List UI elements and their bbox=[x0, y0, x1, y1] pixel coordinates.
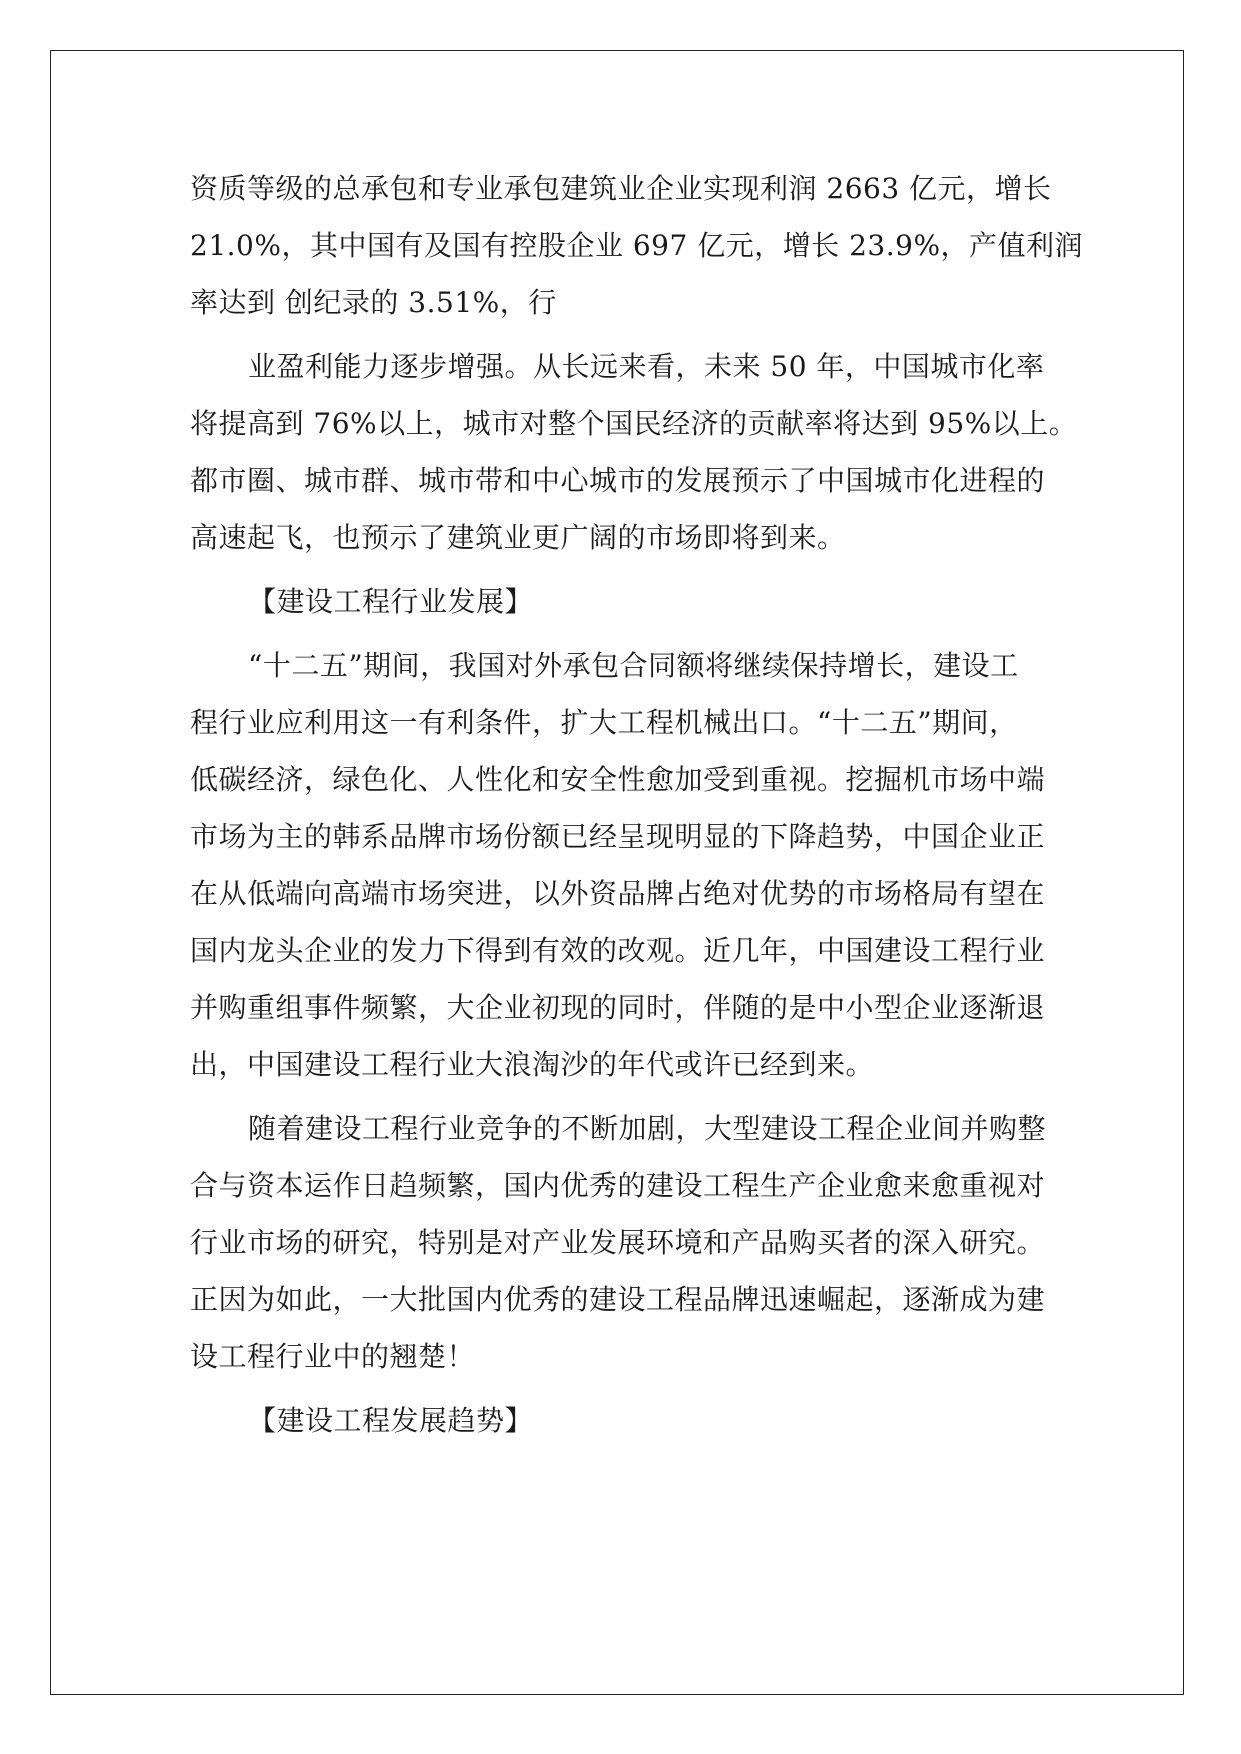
paragraph-line: 资质等级的总承包和专业承包建筑业企业实现利润 2663 亿元，增长 bbox=[190, 172, 1052, 205]
paragraph-line: 出，中国建设工程行业大浪淘沙的年代或许已经到来。 bbox=[190, 1048, 875, 1081]
paragraph-line: “十二五”期间，我国对外承包合同额将继续保持增长，建设工 bbox=[248, 649, 1019, 682]
paragraph-line: 高速起飞，也预示了建筑业更广阔的市场即将到来。 bbox=[190, 521, 846, 554]
paragraph-line: 合与资本运作日趋频繁，国内优秀的建设工程生产企业愈来愈重视对 bbox=[190, 1169, 1046, 1202]
paragraph-line: 程行业应利用这一有利条件，扩大工程机械出口。“十二五”期间， bbox=[190, 706, 1018, 739]
paragraph-line: 行业市场的研究，特别是对产业发展环境和产品购买者的深入研究。 bbox=[190, 1226, 1046, 1259]
paragraph-line: 并购重组事件频繁，大企业初现的同时，伴随的是中小型企业逐渐退 bbox=[190, 991, 1046, 1024]
document-body bbox=[190, 160, 1084, 1449]
paragraph-line: 将提高到 76%以上，城市对整个国民经济的贡献率将达到 95%以上。 bbox=[190, 407, 1078, 440]
paragraph-line: 在从低端向高端市场突进，以外资品牌占绝对优势的市场格局有望在 bbox=[190, 877, 1046, 910]
paragraph-line: 业盈利能力逐步增强。从长远来看，未来 50 年，中国城市化率 bbox=[248, 350, 1045, 383]
paragraph-line: 设工程行业中的翘楚！ bbox=[190, 1340, 476, 1373]
paragraph-line: 国内龙头企业的发力下得到有效的改观。近几年，中国建设工程行业 bbox=[190, 934, 1046, 967]
paragraph-line: 随着建设工程行业竞争的不断加剧，大型建设工程企业间并购整 bbox=[248, 1112, 1047, 1145]
section-heading: 【建设工程行业发展】 bbox=[248, 585, 534, 618]
paragraph-line: 低碳经济，绿色化、人性化和安全性愈加受到重视。挖掘机市场中端 bbox=[190, 763, 1046, 796]
paragraph-line: 21.0%，其中国有及国有控股企业 697 亿元，增长 23.9%，产值利润 bbox=[190, 229, 1084, 262]
paragraph-line: 率达到 创纪录的 3.51%，行 bbox=[190, 286, 557, 319]
paragraph-line: 市场为主的韩系品牌市场份额已经呈现明显的下降趋势，中国企业正 bbox=[190, 820, 1046, 853]
paragraph-line: 正因为如此，一大批国内优秀的建设工程品牌迅速崛起，逐渐成为建 bbox=[190, 1283, 1046, 1316]
paragraph-line: 都市圈、城市群、城市带和中心城市的发展预示了中国城市化进程的 bbox=[190, 464, 1046, 497]
section-heading: 【建设工程发展趋势】 bbox=[248, 1404, 534, 1437]
